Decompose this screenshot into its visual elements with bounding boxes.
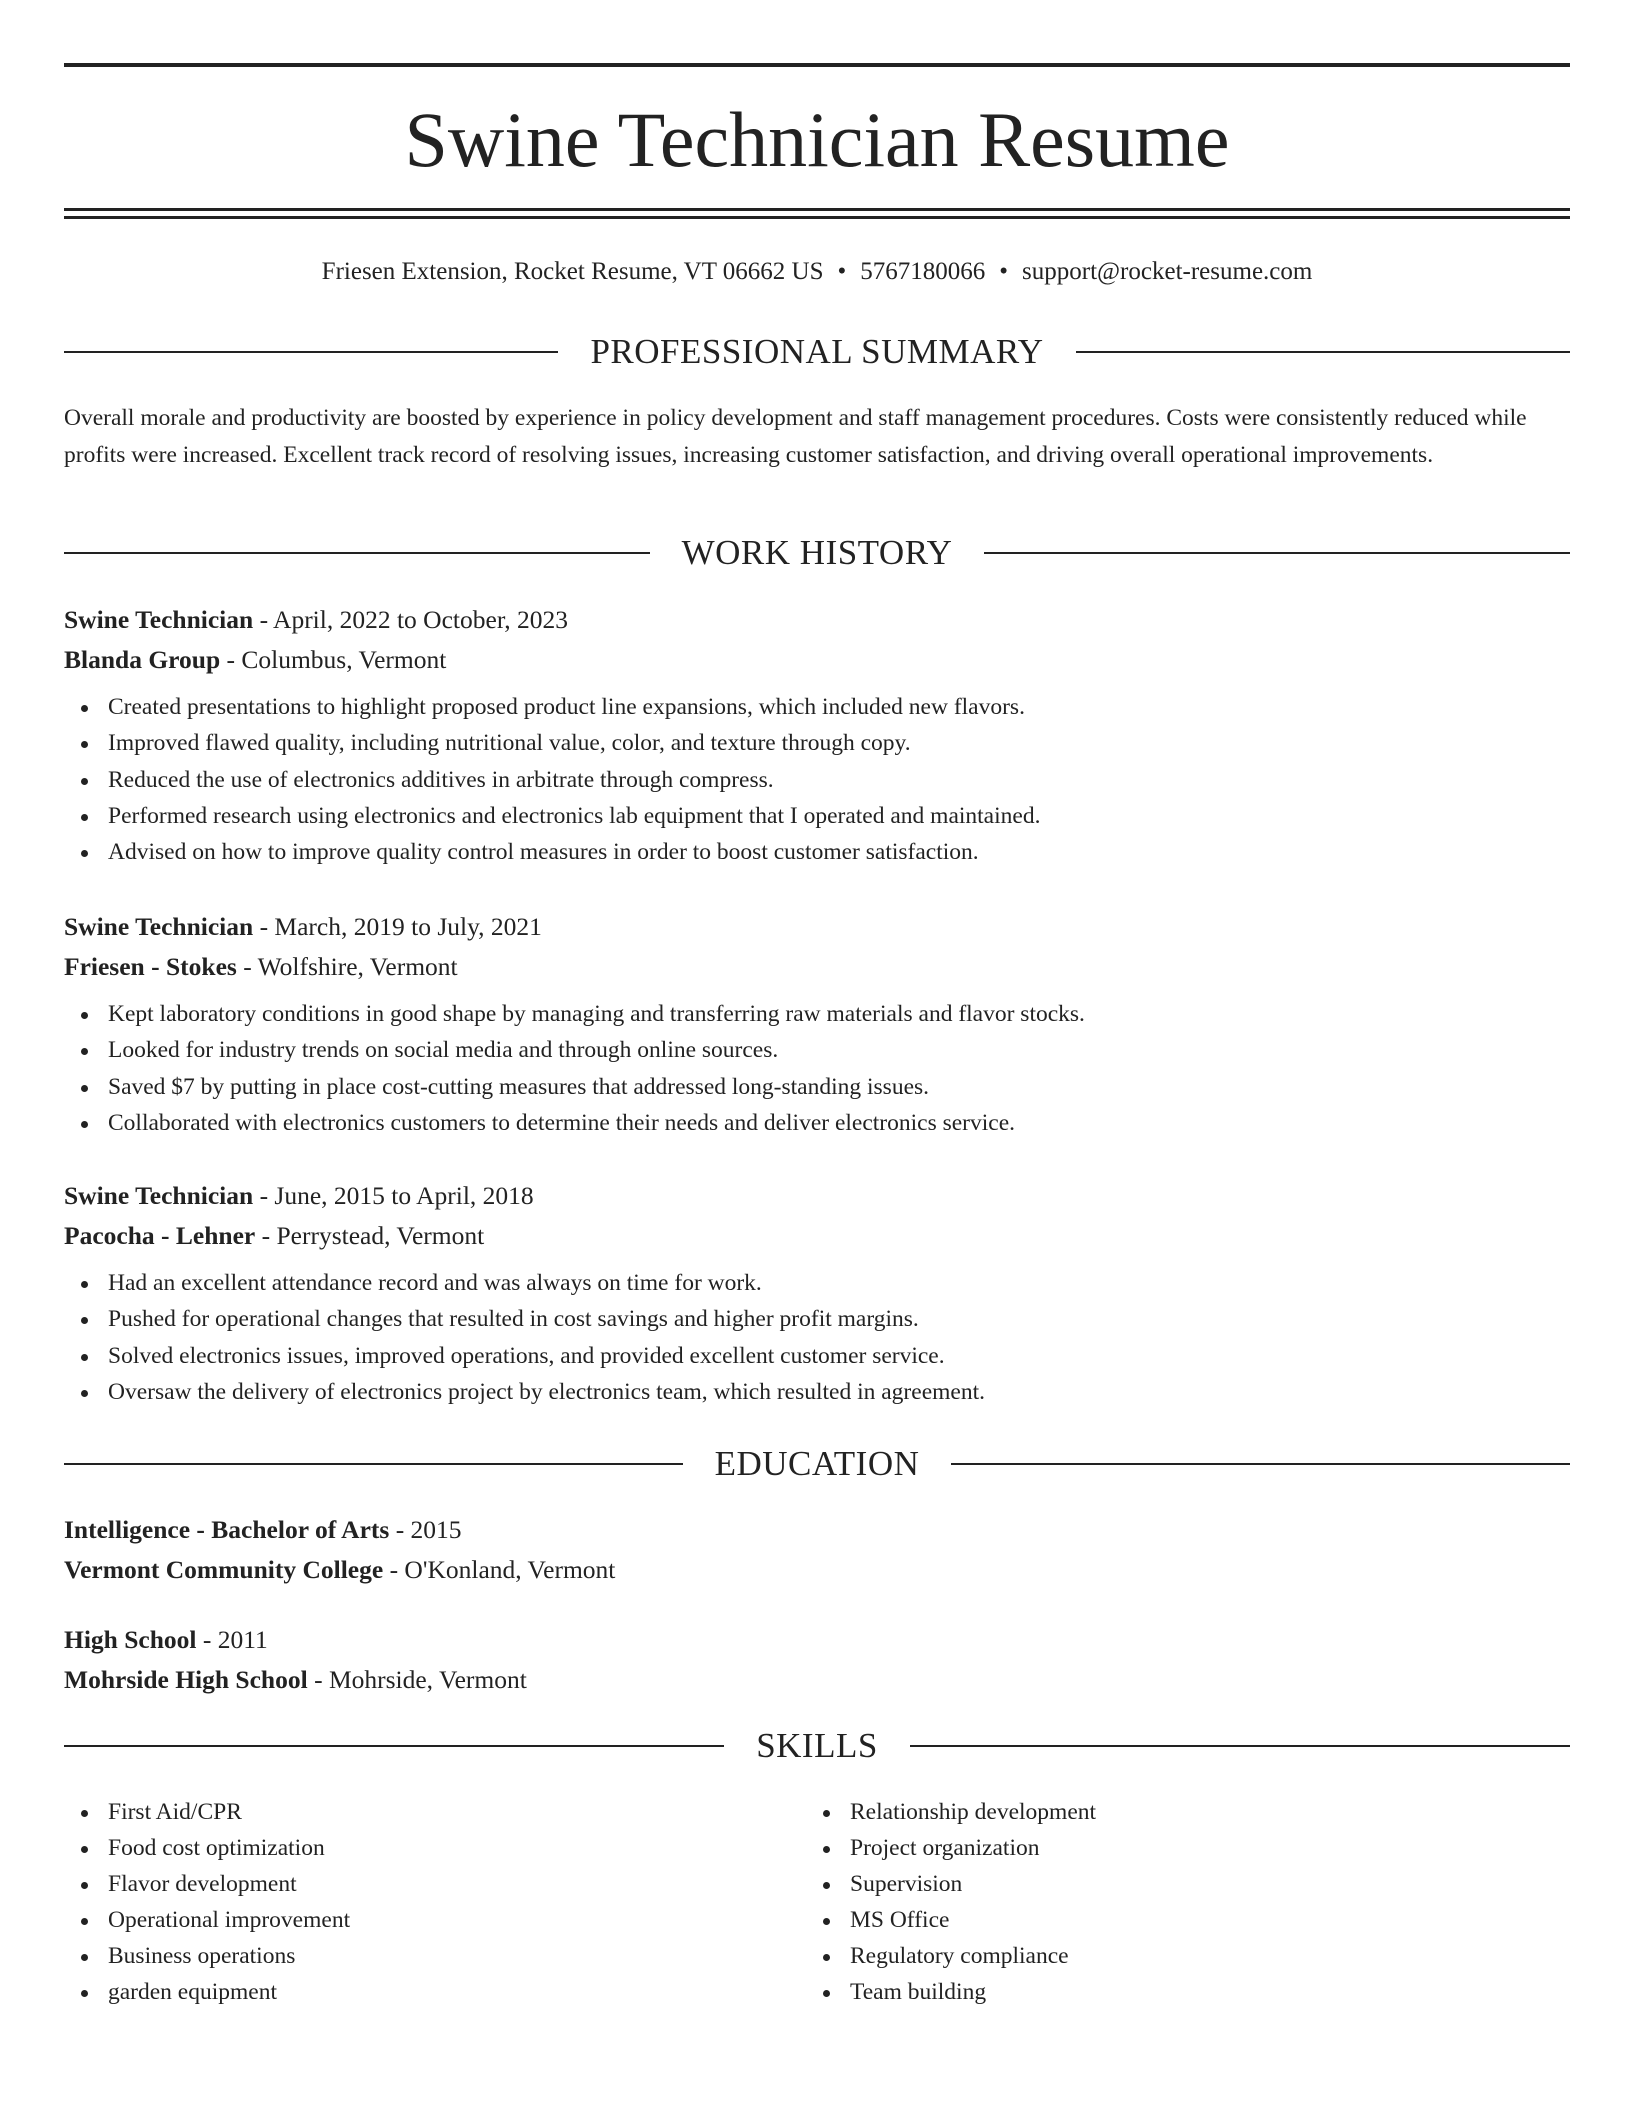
job-company: Blanda Group: [64, 645, 221, 674]
job-dates: - April, 2022 to October, 2023: [253, 605, 569, 634]
job-bullets: [64, 689, 1570, 870]
job-company-line: [64, 947, 1570, 987]
skill-item: Food cost optimization: [64, 1830, 764, 1866]
heading-rule: [64, 1745, 724, 1747]
section-title: PROFESSIONAL SUMMARY: [590, 332, 1044, 371]
job-title: Swine Technician: [64, 1181, 254, 1210]
section-heading-skills: [64, 1722, 1570, 1770]
list-item: Created presentations to highlight proposed product line expansions, which included new flavors.: [64, 689, 1570, 725]
list-item: Solved electronics issues, improved operations, and provided excellent customer service.: [64, 1338, 1570, 1374]
section-title: SKILLS: [756, 1726, 878, 1765]
list-item: Reduced the use of electronics additives in arbitrate through compress.: [64, 762, 1570, 798]
heading-rule: [1076, 351, 1570, 353]
list-item: Saved $7 by putting in place cost-cutting measures that addressed long-standing issues.: [64, 1069, 1570, 1105]
job-entry: [64, 1176, 1570, 1410]
job-title-line: [64, 907, 1570, 947]
title-divider-lower: [64, 216, 1570, 219]
education-degree-line: [64, 1620, 1570, 1660]
contact-phone: 5767180066: [860, 258, 986, 285]
education-year: - 2015: [389, 1515, 462, 1544]
contact-address: Friesen Extension, Rocket Resume, VT 06662 US: [321, 258, 824, 285]
contact-separator: •: [999, 258, 1009, 285]
job-company-line: [64, 640, 1570, 680]
job-company: Friesen - Stokes: [64, 952, 237, 981]
list-item: Oversaw the delivery of electronics project by electronics team, which resulted in agreement.: [64, 1374, 1570, 1410]
resume-title: Swine Technician Resume: [404, 96, 1230, 183]
job-dates: - March, 2019 to July, 2021: [253, 912, 542, 941]
education-degree: Intelligence - Bachelor of Arts: [64, 1515, 390, 1544]
skill-item: Regulatory compliance: [806, 1938, 1506, 1974]
job-company-line: [64, 1216, 1570, 1256]
contact-separator: •: [837, 258, 847, 285]
skill-item: First Aid/CPR: [64, 1794, 764, 1830]
education-location: - O'Konland, Vermont: [383, 1555, 616, 1584]
job-title: Swine Technician: [64, 605, 254, 634]
section-heading-education: [64, 1440, 1570, 1488]
skills-bullets: [64, 1794, 764, 2010]
job-dates: - June, 2015 to April, 2018: [253, 1181, 534, 1210]
education-entry: [64, 1510, 1570, 1590]
list-item: Pushed for operational changes that resulted in cost savings and higher profit margins.: [64, 1301, 1570, 1337]
job-location: - Perrystead, Vermont: [255, 1221, 485, 1250]
skills-column-left: [64, 1794, 764, 2010]
education-year: - 2011: [196, 1625, 268, 1654]
job-bullets: [64, 996, 1570, 1141]
heading-rule: [64, 552, 650, 554]
education-location: - Mohrside, Vermont: [307, 1665, 527, 1694]
list-item: Looked for industry trends on social media and through online sources.: [64, 1032, 1570, 1068]
education-school-line: [64, 1550, 1570, 1590]
skill-item: Flavor development: [64, 1866, 764, 1902]
section-title: EDUCATION: [714, 1444, 920, 1483]
job-location: - Wolfshire, Vermont: [236, 952, 458, 981]
job-bullets: [64, 1265, 1570, 1410]
section-heading-summary: [64, 328, 1570, 376]
contact-line: [64, 255, 1570, 289]
skills-bullets: [806, 1794, 1506, 2010]
title-divider-upper: [64, 208, 1570, 211]
section-heading-work-history: [64, 529, 1570, 577]
skill-item: Supervision: [806, 1866, 1506, 1902]
heading-rule: [64, 1463, 683, 1465]
heading-rule: [984, 552, 1570, 554]
job-entry: [64, 600, 1570, 870]
list-item: Performed research using electronics and electronics lab equipment that I operated and maintained.: [64, 798, 1570, 834]
contact-email: support@rocket-resume.com: [1022, 258, 1313, 285]
skill-item: Operational improvement: [64, 1902, 764, 1938]
education-degree: High School: [64, 1625, 197, 1654]
skill-item: garden equipment: [64, 1974, 764, 2010]
list-item: Had an excellent attendance record and was always on time for work.: [64, 1265, 1570, 1301]
heading-rule: [64, 351, 558, 353]
summary-text: Overall morale and productivity are boosted by experience in policy development and staff management procedures. Costs were consistently reduced while profits were increased. Excellent track record of resolving issues, increasing customer satisfaction, and driving overall operational improvements.: [64, 405, 1527, 468]
education-school-line: [64, 1660, 1570, 1700]
education-entry: [64, 1620, 1570, 1700]
job-location: - Columbus, Vermont: [220, 645, 447, 674]
education-school: Mohrside High School: [64, 1665, 308, 1694]
heading-rule: [910, 1745, 1570, 1747]
list-item: Kept laboratory conditions in good shape by managing and transferring raw materials and flavor stocks.: [64, 996, 1570, 1032]
job-title: Swine Technician: [64, 912, 254, 941]
education-degree-line: [64, 1510, 1570, 1550]
skill-item: Project organization: [806, 1830, 1506, 1866]
job-title-line: [64, 600, 1570, 640]
skills-column-right: [806, 1794, 1506, 2010]
heading-rule: [951, 1463, 1570, 1465]
list-item: Collaborated with electronics customers to determine their needs and deliver electronics service.: [64, 1105, 1570, 1141]
job-company: Pacocha - Lehner: [64, 1221, 256, 1250]
top-divider: [64, 63, 1570, 67]
skill-item: Relationship development: [806, 1794, 1506, 1830]
job-title-line: [64, 1176, 1570, 1216]
skill-item: Team building: [806, 1974, 1506, 2010]
list-item: Advised on how to improve quality control measures in order to boost customer satisfaction.: [64, 834, 1570, 870]
list-item: Improved flawed quality, including nutritional value, color, and texture through copy.: [64, 725, 1570, 761]
skill-item: MS Office: [806, 1902, 1506, 1938]
section-title: WORK HISTORY: [681, 533, 953, 572]
education-school: Vermont Community College: [64, 1555, 384, 1584]
job-entry: [64, 907, 1570, 1141]
skill-item: Business operations: [64, 1938, 764, 1974]
